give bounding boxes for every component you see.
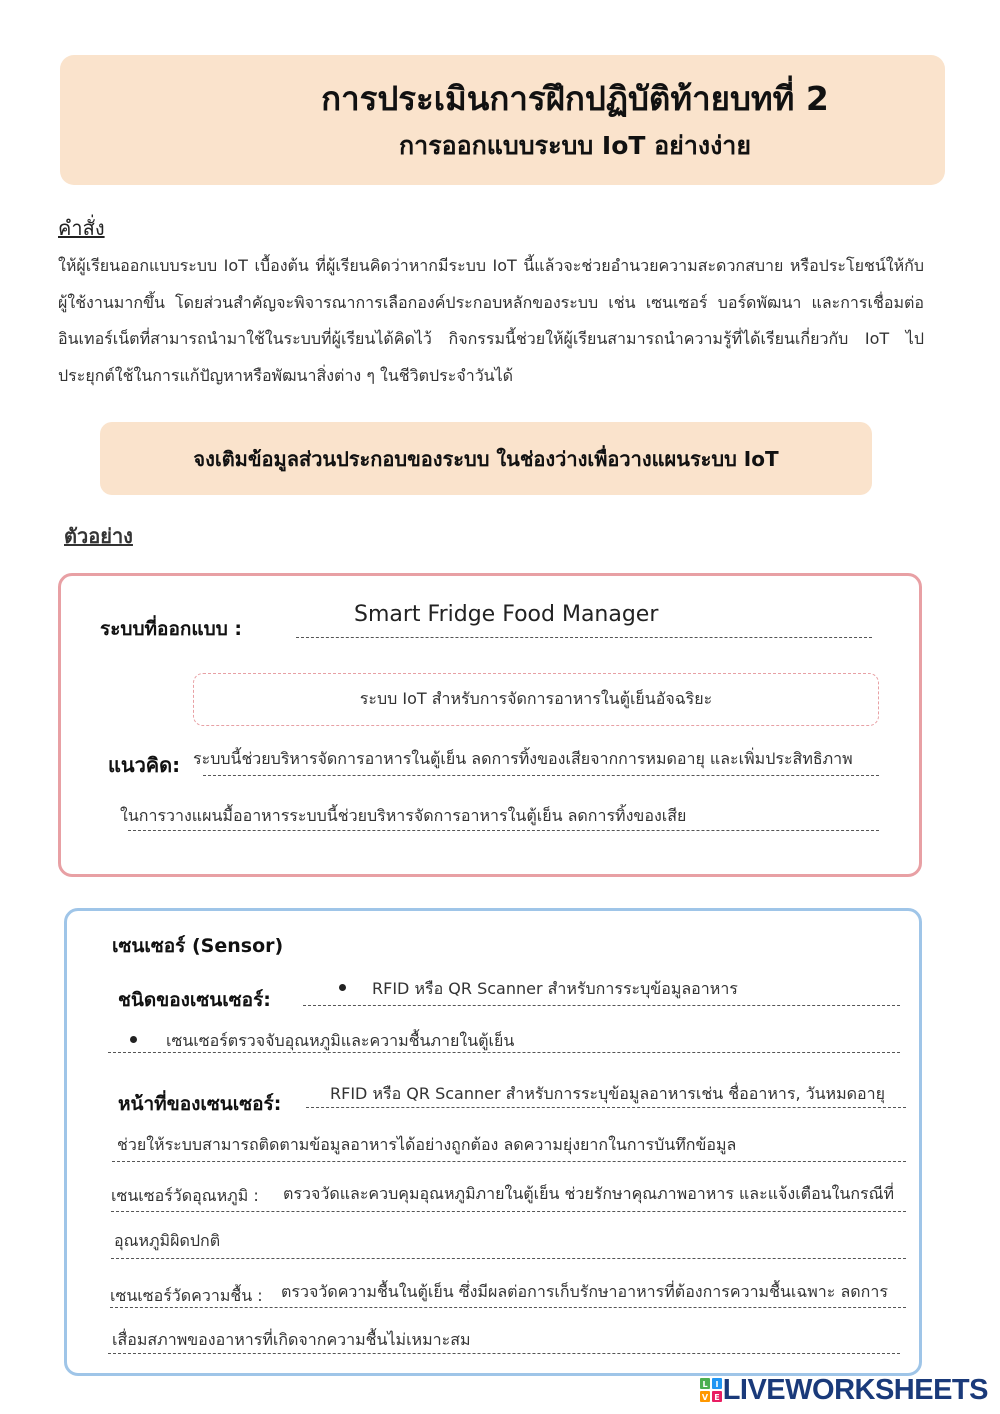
humidity-sensor-label: เซนเซอร์วัดความชื้น : xyxy=(110,1286,263,1305)
system-name: Smart Fridge Food Manager xyxy=(354,602,659,627)
sensor-type-item-2: เซนเซอร์ตรวจจับอุณหภูมิและความชื้นภายในตู้เย็น xyxy=(166,1031,515,1050)
humidity-sensor-underline-2 xyxy=(108,1353,900,1354)
temp-sensor-line-1: ตรวจวัดและควบคุมอุณหภูมิภายในตู้เย็น ช่วยรักษาคุณภาพอาหาร และแจ้งเตือนในกรณีที่ xyxy=(283,1184,895,1203)
task-banner: จงเติมข้อมูลส่วนประกอบของระบบ ในช่องว่างเพื่อวางแผนระบบ IoT xyxy=(100,422,872,495)
sensor-type-item-1: RFID หรือ QR Scanner สำหรับการระบุข้อมูลอาหาร xyxy=(372,979,738,998)
concept-underline-1 xyxy=(203,775,879,776)
sensor-heading: เซนเซอร์ (Sensor) xyxy=(112,935,284,957)
temp-sensor-underline-1 xyxy=(111,1211,906,1212)
sensor-function-label: หน้าที่ของเซนเซอร์: xyxy=(118,1093,282,1115)
svg-text:V: V xyxy=(701,1393,708,1402)
temp-sensor-line-2: อุณหภูมิผิดปกติ xyxy=(114,1231,221,1250)
liveworksheets-logo-icon xyxy=(699,1377,723,1403)
sensor-function-underline-2 xyxy=(112,1161,906,1162)
sensor-type-label: ชนิดของเซนเซอร์: xyxy=(118,989,271,1011)
concept-underline-2 xyxy=(128,830,879,831)
sensor-function-line-1: RFID หรือ QR Scanner สำหรับการระบุข้อมูลอาหารเช่น ชื่ออาหาร, วันหมดอายุ xyxy=(330,1084,885,1103)
sensor-type-underline-2 xyxy=(108,1052,900,1053)
example-label: ตัวอย่าง xyxy=(64,524,133,548)
instructions-title: คำสั่ง xyxy=(58,216,105,240)
svg-text:I: I xyxy=(715,1380,719,1389)
liveworksheets-logo xyxy=(699,1375,988,1405)
sensor-function-line-2: ช่วยให้ระบบสามารถติดตามข้อมูลอาหารได้อย่างถูกต้อง ลดความยุ่งยากในการบันทึกข้อมูล xyxy=(117,1135,737,1154)
temp-sensor-label: เซนเซอร์วัดอุณหภูมิ : xyxy=(111,1186,259,1205)
temp-sensor-underline-2 xyxy=(111,1258,906,1259)
svg-text:E: E xyxy=(713,1393,720,1402)
bullet-icon xyxy=(130,1036,137,1043)
system-label: ระบบที่ออกแบบ : xyxy=(100,618,242,640)
concept-line-1: ระบบนี้ช่วยบริหารจัดการอาหารในตู้เย็น ลดการทิ้งของเสียจากการหมดอายุ และเพิ่มประสิทธิภาพ xyxy=(193,749,853,768)
concept-label: แนวคิด: xyxy=(108,753,181,777)
humidity-sensor-line-2: เสื่อมสภาพของอาหารที่เกิดจากความชื้นไม่เหมาะสม xyxy=(112,1330,471,1349)
system-description: ระบบ IoT สำหรับการจัดการอาหารในตู้เย็นอัจฉริยะ xyxy=(359,689,713,708)
page-subtitle: การออกแบบระบบ IoT อย่างง่าย xyxy=(399,131,751,160)
instructions-body: ให้ผู้เรียนออกแบบระบบ IoT เบื้องต้น ที่ผู้เรียนคิดว่าหากมีระบบ IoT นี้แล้วจะช่วยอำนวยความสะดวกสบาย หรือประโยชน์ให้กับผู้ใช้งานมากขึ้น โดยส่วนสำคัญจะพิจารณาการเลือกองค์ประกอบหลักของระบบ เช่น เซนเซอร์ บอร์ดพัฒนา และการเชื่อมต่ออินเทอร์เน็ตที่สามารถนำมาใช้ในระบบที่ผู้เรียนได้คิดไว้ กิจกรรมนี้ช่วยให้ผู้เรียนสามารถนำความรู้ที่ได้เรียนเกี่ยวกับ IoT ไปประยุกต์ใช้ในการแก้ปัญหาหรือพัฒนาสิ่งต่าง ๆ ในชีวิตประจำวันได้ xyxy=(58,256,924,385)
system-name-line xyxy=(296,637,872,638)
liveworksheets-logo-text: LIVEWORKSHEETS xyxy=(722,1373,988,1406)
svg-text:L: L xyxy=(702,1380,708,1389)
humidity-sensor-underline-1 xyxy=(110,1307,906,1308)
sensor-type-underline-1 xyxy=(303,1005,900,1006)
page-title: การประเมินการฝึกปฏิบัติท้ายบทที่ 2 xyxy=(321,79,829,118)
system-description-box xyxy=(193,673,879,726)
humidity-sensor-line-1: ตรวจวัดความชื้นในตู้เย็น ซึ่งมีผลต่อการเก็บรักษาอาหารที่ต้องการความชื้นเฉพาะ ลดการ xyxy=(281,1282,888,1301)
sensor-function-underline-1 xyxy=(306,1107,906,1108)
concept-line-2: ในการวางแผนมื้ออาหารระบบนี้ช่วยบริหารจัดการอาหารในตู้เย็น ลดการทิ้งของเสีย xyxy=(120,806,687,825)
bullet-icon xyxy=(339,984,346,991)
